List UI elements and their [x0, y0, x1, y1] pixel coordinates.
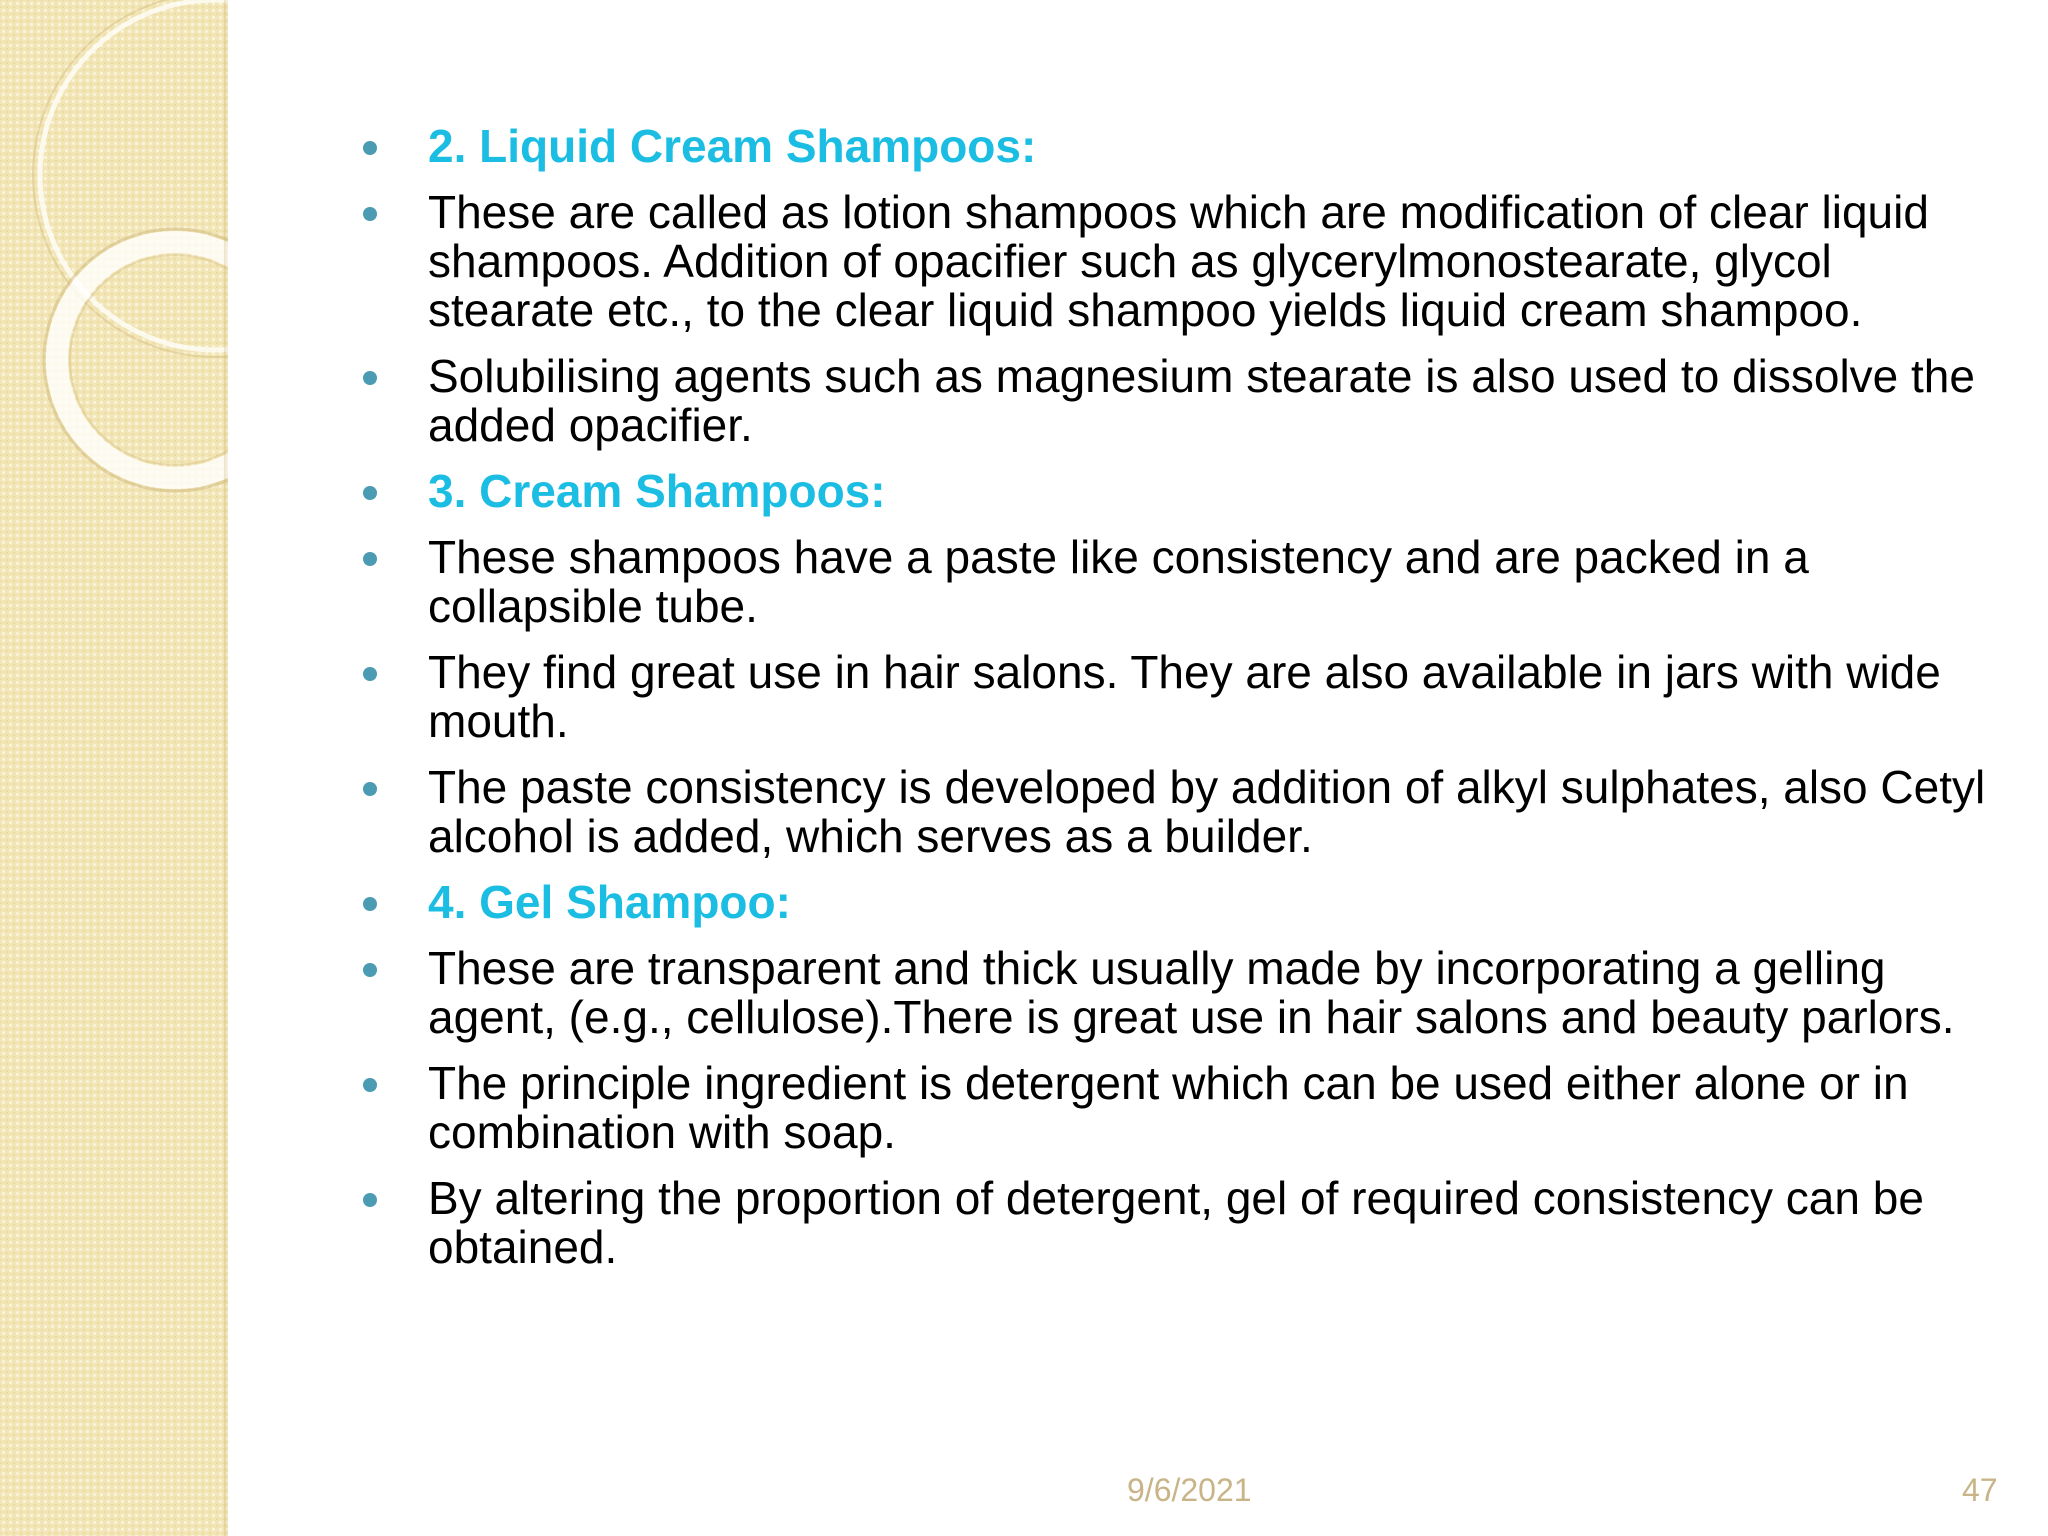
bullet-dot-icon	[363, 963, 377, 977]
bullet-dot-icon	[363, 1078, 377, 1092]
bullet-text: They find great use in hair salons. They are also available in jars with wide mouth.	[428, 646, 1941, 747]
bullet-item	[355, 467, 2005, 516]
bullet-dot-icon	[363, 667, 377, 681]
bullet-list	[355, 122, 2005, 1272]
bullet-dot-icon	[363, 486, 377, 500]
bullet-item	[355, 1059, 2005, 1157]
bullet-text: 4. Gel Shampoo:	[428, 876, 791, 928]
bullet-text: 2. Liquid Cream Shampoos:	[428, 120, 1037, 172]
bullet-dot-icon	[363, 371, 377, 385]
bullet-text: These are transparent and thick usually made by incorporating a gelling agent, (e.g., cellulose).There is great use in hair salons and beauty parlors.	[428, 942, 1955, 1043]
footer-date: 9/6/2021	[1127, 1472, 1252, 1508]
bullet-text: Solubilising agents such as magnesium stearate is also used to dissolve the added opacifier.	[428, 350, 1975, 451]
bullet-item	[355, 878, 2005, 927]
bullet-text: These are called as lotion shampoos which are modification of clear liquid shampoos. Addition of opacifier such as glycerylmonostearate, glycol stearate etc., to the clear liquid shampoo yields liquid cream shampoo.	[428, 186, 1929, 336]
bullet-text: These shampoos have a paste like consistency and are packed in a collapsible tube.	[428, 531, 1809, 632]
bullet-dot-icon	[363, 552, 377, 566]
bullet-item	[355, 533, 2005, 631]
bullet-dot-icon	[363, 782, 377, 796]
bullet-item	[355, 763, 2005, 861]
bullet-item	[355, 648, 2005, 746]
panel-edge	[224, 0, 228, 1536]
bullet-text: The paste consistency is developed by addition of alkyl sulphates, also Cetyl alcohol is added, which serves as a builder.	[428, 761, 1986, 862]
bullet-dot-icon	[363, 1193, 377, 1207]
bullet-item	[355, 352, 2005, 450]
slide-number: 47	[1962, 1472, 1998, 1508]
bullet-dot-icon	[363, 141, 377, 155]
bullet-item	[355, 944, 2005, 1042]
bullet-text: By altering the proportion of detergent, gel of required consistency can be obtained.	[428, 1172, 1924, 1273]
bullet-text: 3. Cream Shampoos:	[428, 465, 886, 517]
decorative-rings	[0, 0, 228, 520]
bullet-item	[355, 1174, 2005, 1272]
slide-content	[355, 122, 2005, 1289]
decorative-side-panel	[0, 0, 228, 1536]
bullet-text: The principle ingredient is detergent which can be used either alone or in combination with soap.	[428, 1057, 1909, 1158]
bullet-dot-icon	[363, 897, 377, 911]
bullet-dot-icon	[363, 207, 377, 221]
bullet-item	[355, 188, 2005, 335]
bullet-item	[355, 122, 2005, 171]
